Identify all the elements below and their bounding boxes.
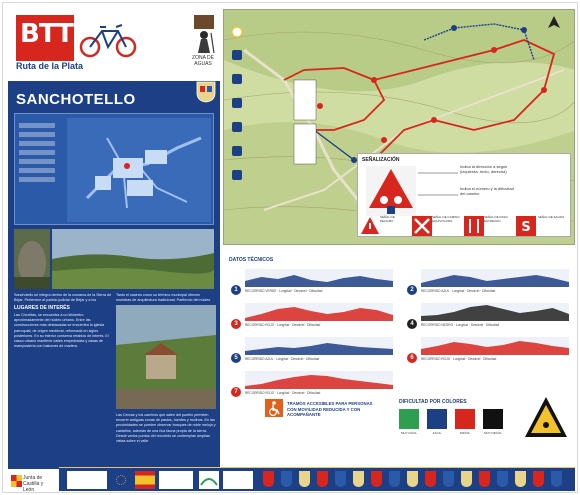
municipal-shield-icon [389,471,400,487]
municipal-shield-icon [551,471,562,487]
route-meta-text: RECORRIDO NEGRO · Longitud · Desnivel · Dificultad [421,323,500,327]
meadow-photo [52,229,214,289]
accessibility-note: TRAMOS ACCESIBLES PARA PERSONAS CON MOVILIDAD REDUCIDA Y CON ACOMPAÑANTE [287,401,373,417]
lugares-text-2: Las Cercas y los caminos que salen del pueblo permiten recorrer antiguas zonas de pastos, fuentes y molinos. En las proximidades se pueden observar bosques de roble melojo y castaños, además de una rica fauna propia de la sierra. Desde varios puntos del recorrido se contemplan amplias vistas sobre el valle. [116,413,216,444]
route-profile-card [231,269,397,299]
note-number: Indica el número y la dificultad del camino [460,186,514,196]
label-narrow-pass: SEÑAL DE PASO ESTRECHO [484,215,508,223]
label-wrong-way: SEÑAL DE CAMINO EQUIVOCADO [432,215,460,223]
junta-logo [9,471,53,491]
signage-title: SEÑALIZACIÓN [362,157,400,163]
ministry-logo [159,471,193,489]
narrow-pass-sign-icon [464,216,484,236]
brand-subtitle: Ruta de la Plata [16,61,84,71]
svg-text:S: S [521,220,531,235]
label-danger: SEÑAL DE PELIGRO [380,215,395,223]
difficulty-triangle-icon [523,395,569,439]
difficulty-swatch [399,409,419,429]
leader-logo-icon [199,471,219,489]
elevation-profile-chart [421,269,569,287]
town-title: SANCHOTELLO [16,91,136,108]
elevation-profile-chart [245,371,393,389]
town-map-legend [19,120,63,204]
route-number-badge: 1 [231,285,241,295]
municipal-shield-icon [299,471,310,487]
route-number-badge: 2 [407,285,417,295]
rock-photo [14,229,50,289]
btt-logo [16,15,74,61]
municipal-shield-icon [533,471,544,487]
danger-sign-icon [360,216,380,236]
municipal-shield-icon [263,471,274,487]
route-number-badge: 6 [407,353,417,363]
note-direction: Indica la dirección a seguir (izquierda, recto, derecha) [460,164,508,174]
exit-sign-icon [516,216,536,236]
route-number-badge: 7 [231,387,241,397]
town-crest-icon [196,81,216,103]
municipal-shield-icon [335,471,346,487]
label-exit: SEÑAL DE SALIDA [538,215,565,219]
technical-data-title: DATOS TÉCNICOS [229,257,274,263]
route-meta-text: RECORRIDO ROJO · Longitud · Desnivel · Dificultad [245,391,321,395]
bicycle-icon [78,19,140,59]
difficulty-label: DIFÍCIL [459,431,471,435]
municipal-shield-icon [479,471,490,487]
partner-logo [67,471,107,489]
intro-text-left: Sanchotello se integra dentro de la comarca de la Sierra de Béjar. Pertenece al partido judicial de Béjar y a los [14,293,112,303]
municipal-shield-icon [443,471,454,487]
elevation-profile-chart [245,337,393,355]
signage-legend [357,153,571,237]
pointer-line-icon [418,168,458,178]
junta-crest-icon [11,475,22,487]
spain-flag-icon [135,471,155,489]
adriss-logo [223,471,253,489]
street-plan-graphic [67,118,211,222]
difficulty-label: MUY DIFÍCIL [484,431,502,435]
municipal-shield-icon [353,471,364,487]
municipal-shield-icon [407,471,418,487]
route-meta-text: RECORRIDO VERDE · Longitud · Desnivel · Dificultad [245,289,323,293]
municipal-shield-icon [461,471,472,487]
wheelchair-icon [265,399,283,417]
route-meta-text: RECORRIDO AZUL · Longitud · Desnivel · Dificultad [421,289,496,293]
pilgrim-emblem-icon [192,15,216,55]
elevation-profile-chart [245,269,393,287]
municipal-shield-icon [497,471,508,487]
village-photo [116,305,216,409]
route-number-badge: 4 [407,319,417,329]
info-column [8,9,220,469]
trail-sign-icon [366,166,416,216]
sponsor-logos [59,467,575,491]
brochure-header [8,9,220,81]
technical-data [223,251,575,393]
route-profile-card [407,337,573,367]
route-number-badge: 3 [231,319,241,329]
section-heading-lugares: LUGARES DE INTERÉS [14,305,70,311]
municipal-shield-icon [371,471,382,487]
brand-text: BTT [20,19,73,49]
difficulty-swatch [483,409,503,429]
elevation-profile-chart [245,303,393,321]
eu-flag-icon [113,471,129,489]
route-meta-text: RECORRIDO AZUL · Longitud · Desnivel · Dificultad [245,357,320,361]
lugares-text: Las Chorritas, se encuentra a un kilómetro aproximadamente del núcleo urbano. Entre las construcciones más destacadas se encuentra la iglesia parroquial, de origen medieval, reformada en siglos posteriores. En su interior conserva retablos de interés. El casco urbano mantiene calles empedradas y casas de mampostería con balcones de madera. [14,313,109,349]
elevation-profile-chart [421,337,569,355]
pointer-line-icon [418,190,458,200]
route-meta-text: RECORRIDO ROJO · Longitud · Desnivel · Dificultad [245,323,321,327]
municipal-shield-icon [515,471,526,487]
wrong-way-sign-icon [412,216,432,236]
junta-logo-text: Junta de Castilla y León [23,475,44,493]
brochure-page [2,2,578,493]
elevation-profile-chart [421,303,569,321]
route-profile-card [231,303,397,333]
municipal-shield-icon [317,471,328,487]
intro-text-right: Tanto el caserío como su término municipal ofrecen muestras de arquitectura tradicional. Partiendo del núcleo [116,293,211,303]
municipal-shield-icon [281,471,292,487]
route-profile-card [407,269,573,299]
difficulty-title: DIFICULTAD POR COLORES [399,399,467,405]
route-profile-card [231,337,397,367]
difficulty-swatch [455,409,475,429]
difficulty-label: FÁCIL [432,431,442,435]
landscape-photos [14,229,214,289]
route-profile-card [231,371,397,401]
municipal-shield-icon [425,471,436,487]
route-number-badge: 5 [231,353,241,363]
emblem-caption: ZONA DE AGUAS [192,55,214,67]
route-meta-text: RECORRIDO ROJO · Longitud · Desnivel · Dificultad [421,357,497,361]
difficulty-swatch [427,409,447,429]
town-street-map [14,113,214,225]
route-profile-card [407,303,573,333]
difficulty-label: MUY FÁCIL [401,431,417,435]
